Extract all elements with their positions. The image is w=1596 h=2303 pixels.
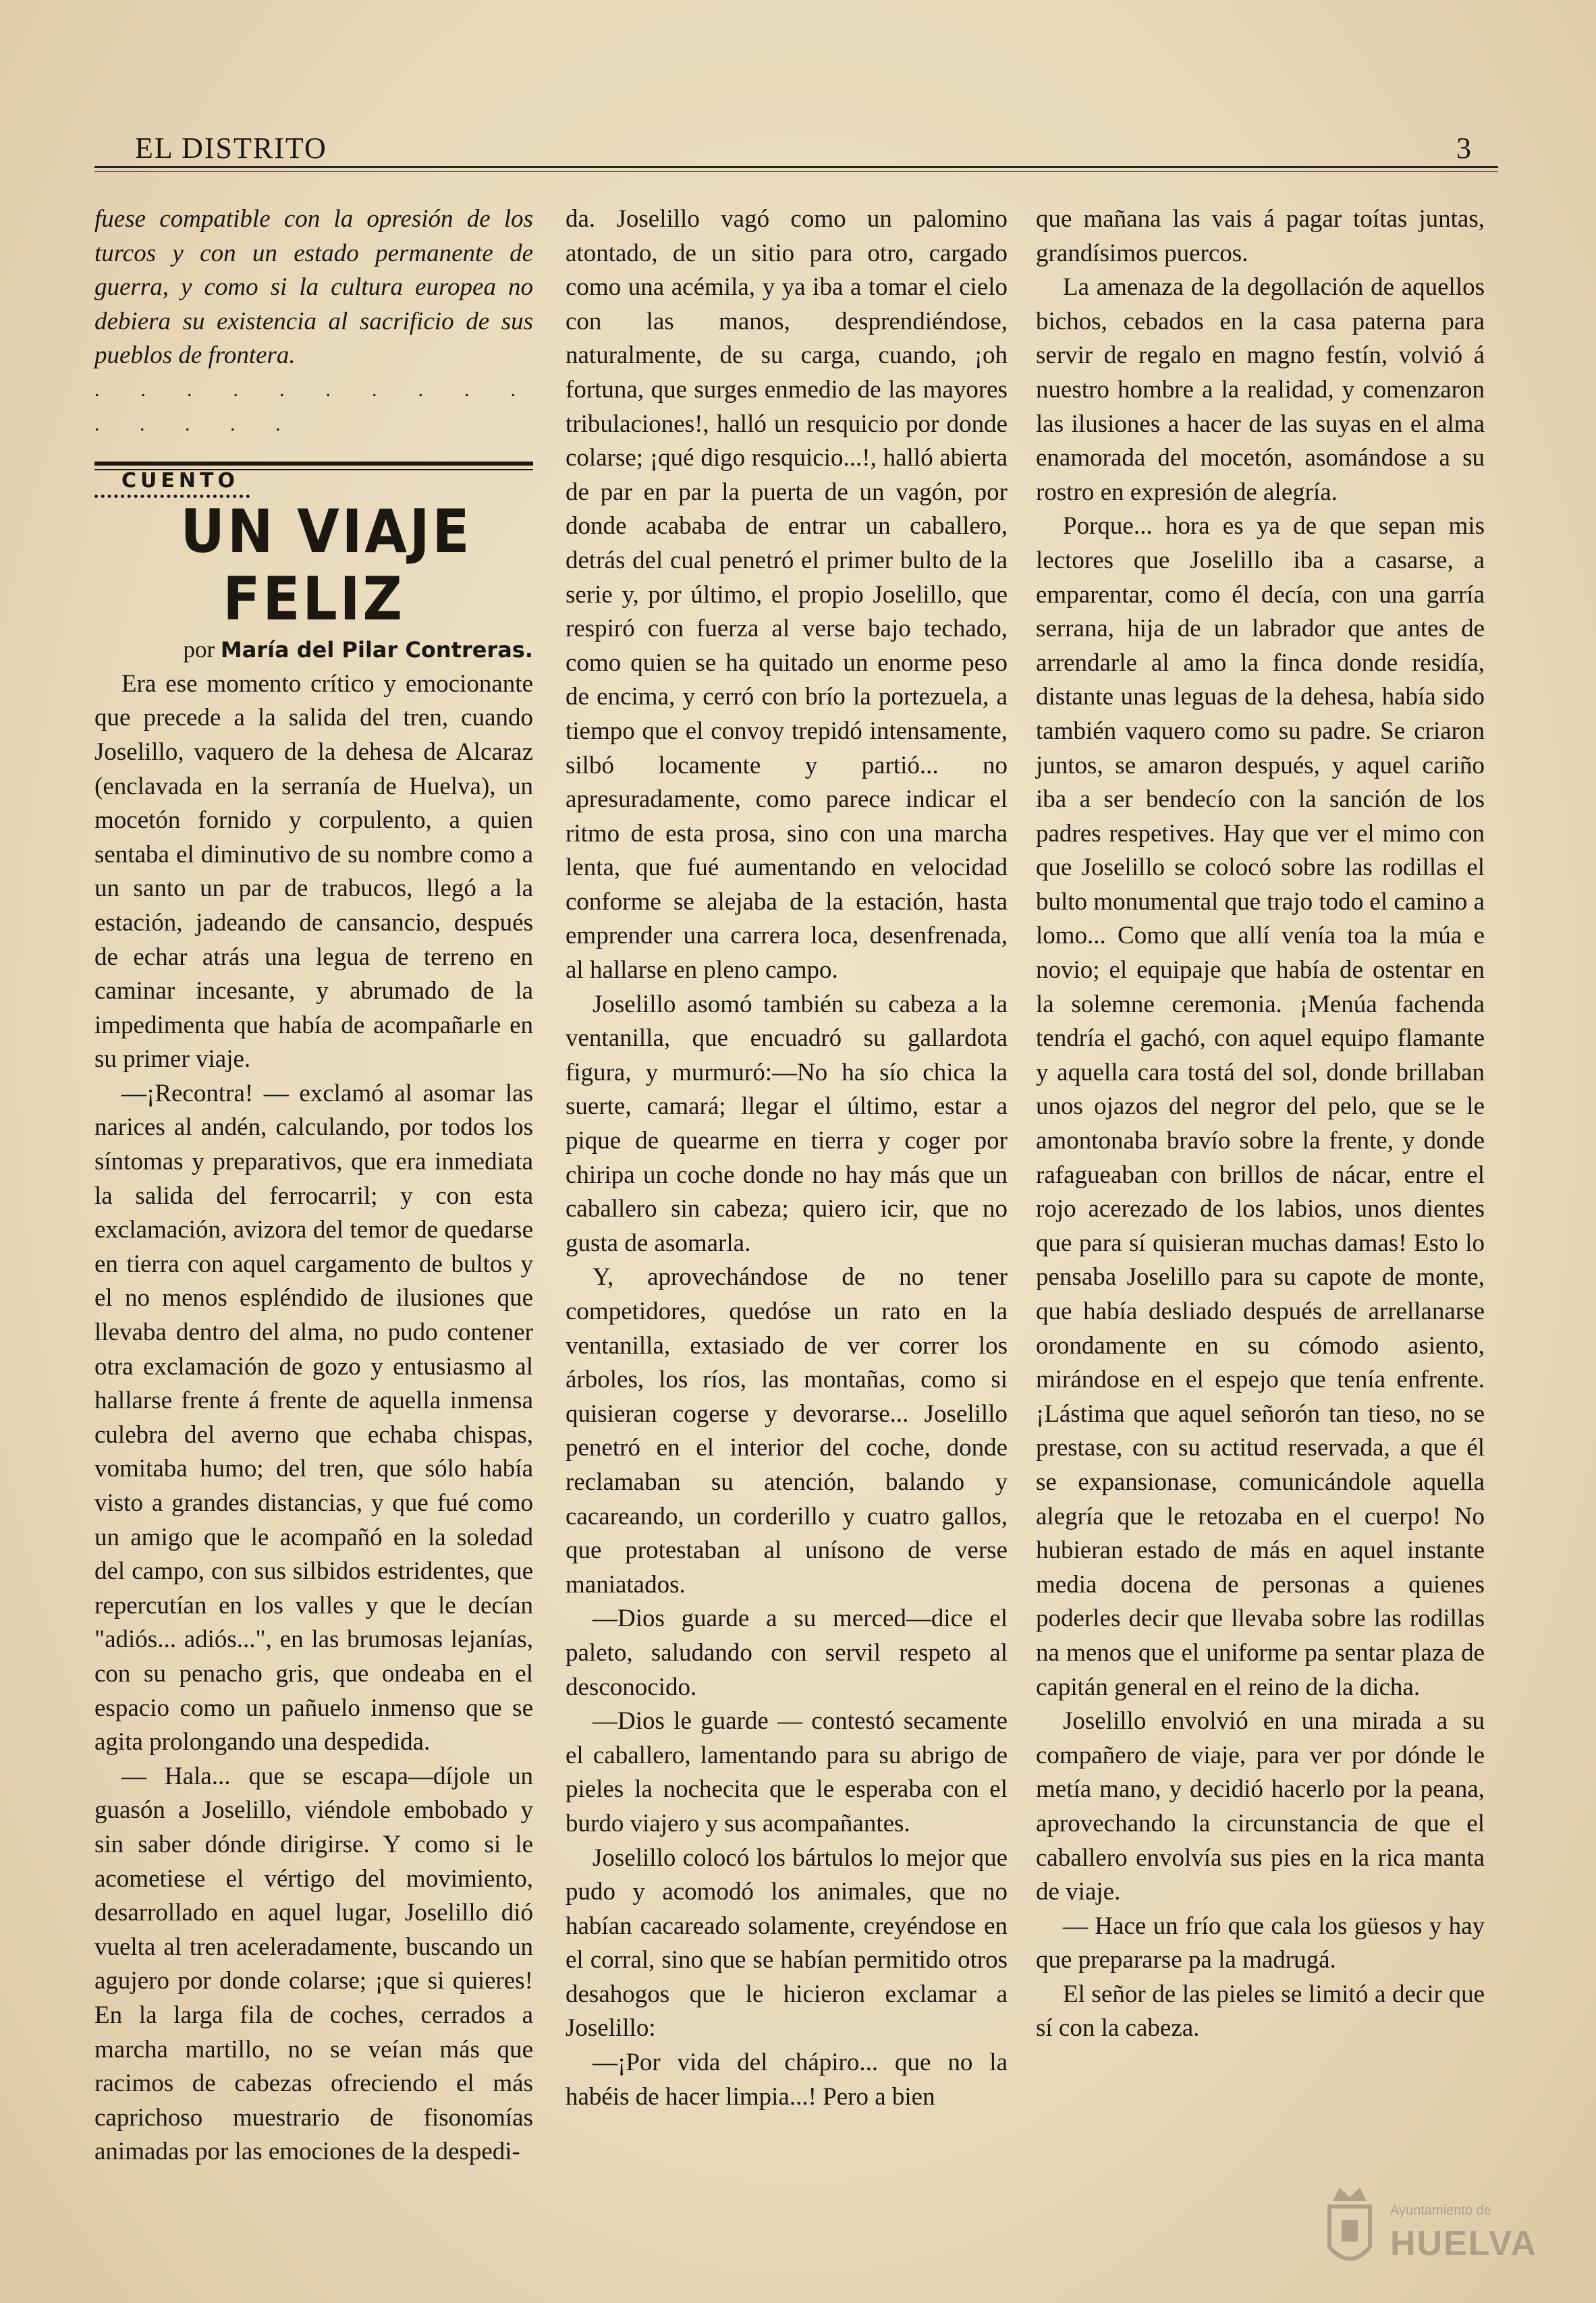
coat-of-arms-icon <box>1316 2180 1383 2274</box>
section-rule <box>94 462 533 466</box>
paragraph: —¡Por vida del chápiro... que no la habéis de hacer limpia...! Pero a bien <box>566 2049 1008 2111</box>
byline <box>94 633 533 667</box>
dotted-separator: . . . . . . . . . . . . . . . <box>94 378 533 435</box>
column-2 <box>566 202 1008 2114</box>
header-rule <box>94 166 1498 168</box>
paragraph: Porque... hora es ya de que sepan mis lectores que Joselillo iba a casarse, a emparentar, como él decía, con una garría serrana, hija de un labrador que antes de arrendarle al amo la finca donde residía, distante unas leguas de la dehesa, había sido también vaquero como su padre. Se criaron juntos, se amaron después, y aquel cariño iba a ser bendecío con la sanción de los padres respetives. Hay que ver el mimo con que Joselillo se colocó sobre las rodillas el bulto monumental que trajo todo el camino a lomo... Como que allí venía toa la múa e novio; el equipaje que había de ostentar en la solemne ceremonia. ¡Menúa fachenda tendría el gachó, con aquel equipo flamante y aquella cara tostá del sol, donde brillaban unos ojazos del negror del pelo, que se le amontonaba bravío sobre la frente, y donde rafagueaban con brillos de nácar, entre el rojo acerezado de los labios, unos dientes que para sí quisieran muchas damas! Esto lo pensaba Joselillo para su capote de monte, que había desliado después de arrellanarse orondamente en su cómodo asiento, mirándose en el espejo que tenía enfrente. ¡Lástima que aquel señorón tan tieso, no se prestase, con su actitud reservada, a que él se expansionase, comunicándole aquella alegría que le retozaba en el cuerpo! No hubieran estado de más en aquel instante media docena de personas a quienes poderles decir que llevaba sobre las rodillas na menos que el uniforme pa sentar plaza de capitán general en el reino de la dicha. <box>1036 512 1485 1701</box>
page-number: 3 <box>1456 132 1471 165</box>
watermark-caption: Ayuntamiento de <box>1390 2203 1491 2218</box>
paragraph: Joselillo colocó los bártulos lo mejor que pudo y acomodó los animales, que no habían cacareado solamente, creyéndose en el corral, sino que se habían permitido otros desahogos que le hicieron exclamar a Joselillo: <box>566 1843 1008 2043</box>
header-rule-thin <box>94 171 1498 172</box>
watermark-city: HUELVA <box>1390 2224 1538 2263</box>
paragraph: — Hace un frío que cala los güesos y hay que prepararse pa la madrugá. <box>1036 1912 1485 1974</box>
paragraph: —¡Recontra! — exclamó al asomar las narices al andén, calculando, por todos los síntomas y preparativos, que era inmediata la salida del ferrocarril; y con esta exclamación, avizora del temor de quedarse en tierra con aquel cargamento de bultos y el no menos espléndido de ilusiones que llevaba dentro del alma, no pudo contener otra exclamación de gozo y entusiasmo al hallarse frente á frente de aquella inmensa culebra del averno que echaba chispas, vomitaba humo; del tren, que sólo había visto a grandes distancias, y que fué como un amigo que le acompañó en la soledad del campo, con sus silbidos estridentes, que repercutían en los valles y que le decían "adiós... adiós...", en las brumosas lejanías, con su penacho gris, que ondeaba en el espacio como un pañuelo inmenso que se agita prolongando una despedida. <box>94 1079 533 1756</box>
page-header <box>94 128 1498 169</box>
paragraph: — Hala... que se escapa—díjole un guasón a Joselillo, viéndole embobado y sin saber dónde dirigirse. Y como si le acometiese el vértigo del movimiento, desarrollado en aquel lugar, Joselillo dió vuelta al tren aceleradamente, buscando un agujero por donde colarse; ¡que si quieres! En la larga fila de coches, cerrados a marcha martillo, no se veían más que racimos de cabezas ofreciendo el más caprichoso muestrario de fisonomías animadas por las emociones de la despedi- <box>94 1762 533 2166</box>
paragraph: Y, aprovechándose de no tener competidores, quedóse un rato en la ventanilla, extasiado de ver correr los árboles, los ríos, las montañas, como si quisieran cogerse y devorarse... Joselillo penetró en el interior del coche, donde reclamaban su atención, balando y cacareando, un corderillo y cuatro gallos, que protestaban al unísono de verse maniatados. <box>566 1263 1008 1599</box>
byline-author: María del Pilar Contreras. <box>220 637 533 663</box>
paragraph: —Dios guarde a su merced—dice el paleto, saludando con servil respeto al desconocido. <box>566 1605 1008 1701</box>
byline-prefix: por <box>183 636 215 663</box>
publication-title: EL DISTRITO <box>135 132 327 165</box>
story-title: UN VIAJE FELIZ <box>180 497 472 634</box>
section-label: CUENTO <box>121 469 239 493</box>
intro-paragraph: fuese compatible con la opresión de los turcos y con un estado permanente de guerra, y como si la cultura europea no debiera su existencia al sacrificio de sus pueblos de frontera. <box>94 205 533 370</box>
column-1 <box>94 202 533 2169</box>
archive-watermark <box>1316 2176 1545 2277</box>
paragraph: —Dios le guarde — contestó secamente el caballero, lamentando para su abrigo de pieles la nochecita que le esperaba con el burdo viajero y sus acompañantes. <box>566 1707 1008 1837</box>
column-3 <box>1036 202 1485 2046</box>
paragraph: Joselillo envolvió en una mirada a su compañero de viaje, para ver por dónde le metía mano, y decidió hacerlo por la peana, aprovechando la circunstancia de que el caballero envolvía sus pies en la rica manta de viaje. <box>1036 1707 1485 1906</box>
paragraph: La amenaza de la degollación de aquellos bichos, cebados en la casa paterna para servir de regalo en magno festín, volvió á nuestro hombre a la realidad, y comenzaron las ilusiones a hacer de las suyas en el alma enamorada del mocetón, asomándose a su rostro en expresión de alegría. <box>1036 273 1485 506</box>
paragraph: Era ese momento crítico y emocionante que precede a la salida del tren, cuando Joselillo, vaquero de la dehesa de Alcaraz (enclavada en la serranía de Huelva), un mocetón fornido y corpulento, a quien sentaba el diminutivo de su nombre como a un santo un par de trabucos, llegó a la estación, jadeando de cansancio, después de echar atrás una legua de terreno en caminar incesante, y abrumado de la impedimenta que había de acompañarle en su primer viaje. <box>94 669 533 1074</box>
paragraph: Joselillo asomó también su cabeza a la ventanilla, que encuadró su gallardota figura, y murmuró:—No ha sío chica la suerte, camará; llegar el último, estar a pique de quearme en tierra y coger por chiripa un coche donde no hay más que un caballero sin cabeza; quiero icir, que no gusta de asomarla. <box>566 990 1008 1257</box>
paragraph: da. Joselillo vagó como un palomino atontado, de un sitio para otro, cargado como una acémila, y ya iba a tomar el cielo con las manos, desprendiéndose, naturalmente, de su carga, cuando, ¡oh fortuna, que surges enmedio de las mayores tribulaciones!, halló un resquicio por donde colarse; ¡qué digo resquicio...!, halló abierta de par en par la puerta de un vagón, por donde acababa de entrar un caballero, detrás del cual penetró el primer bulto de la serie y, por último, el propio Joselillo, que respiró con fuerza al verse bajo techado, como quien se ha quitado un enorme peso de encima, y cerró con brío la portezuela, a tiempo que el convoy trepidó intensamente, silbó locamente y partió... no apresuradamente, como parece indicar el ritmo de esta prosa, sino con una marcha lenta, que fué aumentando en velocidad conforme se alejaba de la estación, hasta emprender una carrera loca, desenfrenada, al hallarse en pleno campo. <box>566 205 1008 984</box>
paragraph: El señor de las pieles se limitó a decir que sí con la cabeza. <box>1036 1980 1485 2043</box>
paragraph: que mañana las vais á pagar toítas juntas, grandísimos puercos. <box>1036 205 1485 267</box>
